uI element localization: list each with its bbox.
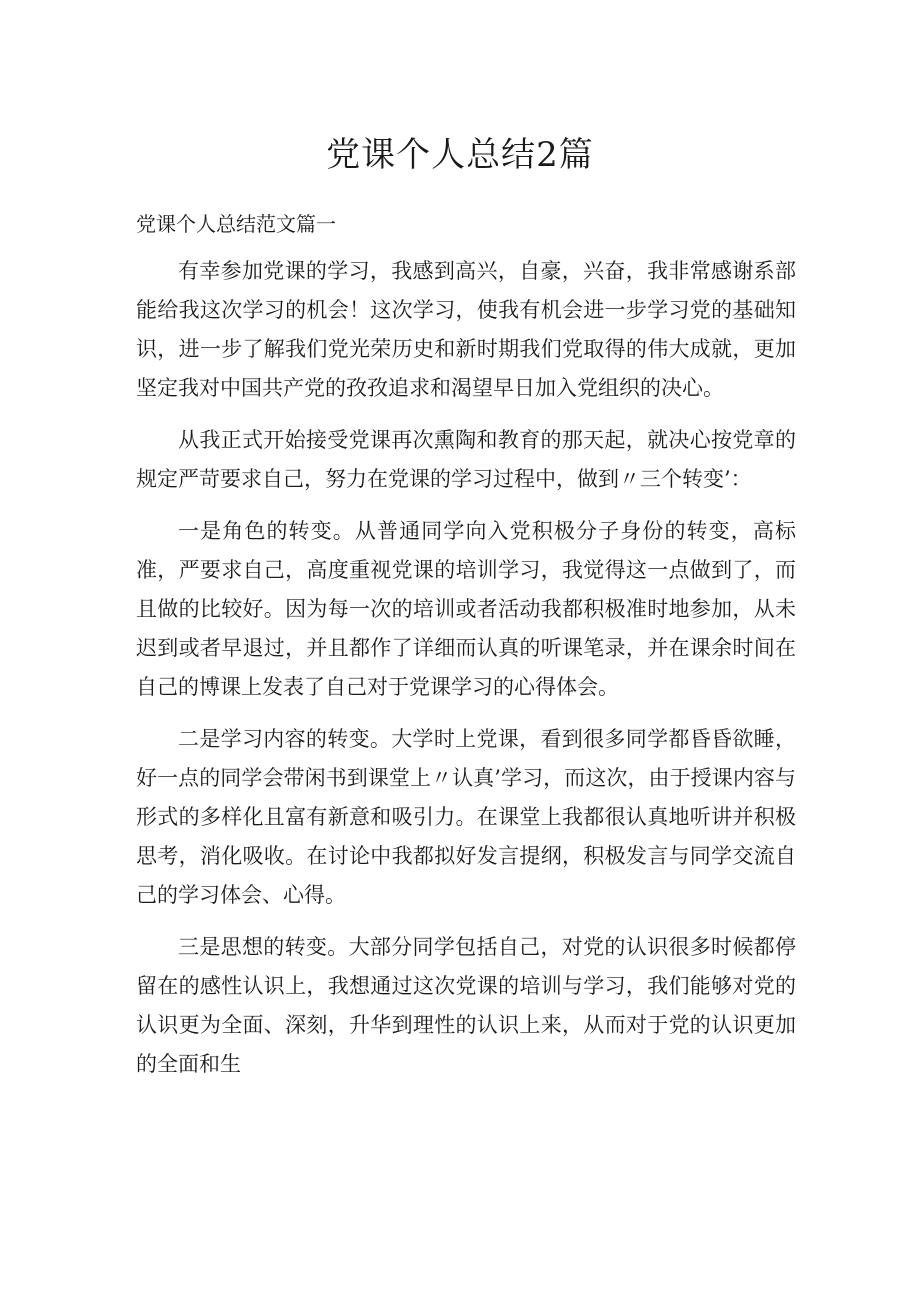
paragraph-5: 三是思想的转变。大部分同学包括自己，对党的认识很多时候都停留在的感性认识上，我想通过这次党课的培训与学习，我们能够对党的认识更为全面、深刻，升华到理性的认识上来，从而对于党的认识更加的全面和生 (136, 935, 796, 1076)
document-body (136, 252, 796, 1097)
paragraph-2: 从我正式开始接受党课再次熏陶和教育的那天起，就决心按党章的规定严苛要求自己，努力在党课的学习过程中，做到〃三个转变’： (136, 428, 796, 491)
section-heading: 党课个人总结范文篇一 (136, 212, 336, 236)
paragraph-3: 一是角色的转变。从普通同学向入党积极分子身份的转变，高标准，严要求自己，高度重视党课的培训学习，我觉得这一点做到了，而且做的比较好。因为每一次的培训或者活动我都积极准时地参加，从未迟到或者早退过，并且都作了详细而认真的听课笔录，并在课余时间在自己的博课上发表了自己对于党课学习的心得体会。 (136, 519, 796, 699)
paragraph-4: 二是学习内容的转变。大学时上党课，看到很多同学都昏昏欲睡，好一点的同学会带闲书到课堂上〃认真’学习，而这次，由于授课内容与形式的多样化且富有新意和吸引力。在课堂上我都很认真地听讲并积极思考，消化吸收。在讨论中我都拟好发言提纲，积极发言与同学交流自己的学习体会、心得。 (136, 727, 796, 907)
paragraph-1: 有幸参加党课的学习，我感到高兴，自豪，兴奋，我非常感谢系部能给我这次学习的机会！这次学习，使我有机会进一步学习党的基础知识，进一步了解我们党光荣历史和新时期我们党取得的伟大成就，更加坚定我对中国共产党的孜孜追求和渴望早日加入党组织的决心。 (136, 259, 796, 400)
document-title: 党课个人总结2篇 (326, 135, 594, 175)
